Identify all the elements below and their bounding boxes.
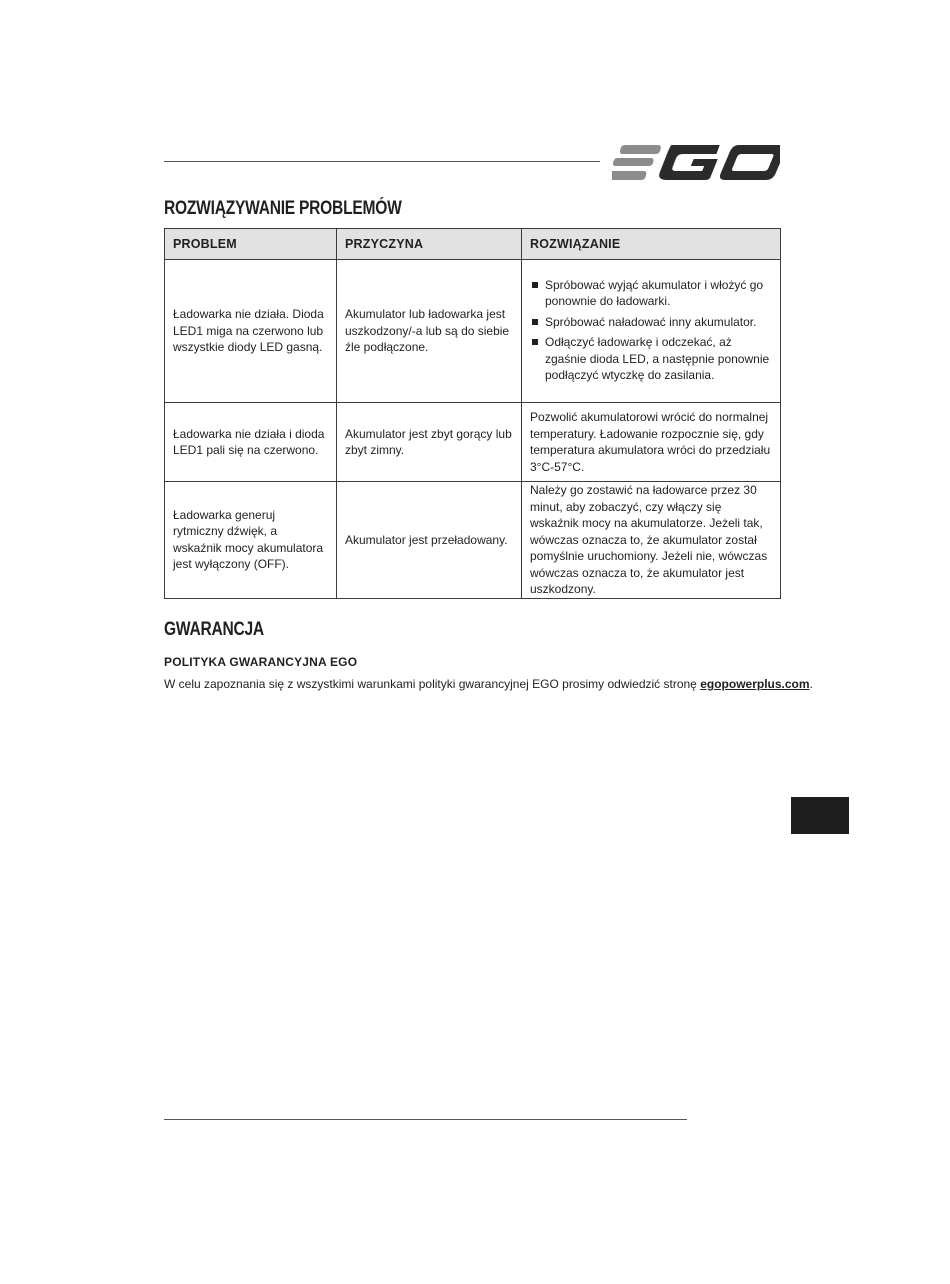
website-link[interactable]: egopowerplus.com [700,677,810,691]
bullet-square-icon [532,282,538,288]
footer-rule [164,1119,687,1120]
problem-cell: Ładowarka nie działa. Dioda LED1 miga na czerwono lub wszystkie diody LED gasną. [165,260,337,403]
table-row [165,403,781,482]
list-item [530,334,772,384]
bullet-square-icon [532,319,538,325]
ego-logo [612,143,780,181]
cause-cell: Akumulator jest zbyt gorący lub zbyt zimny. [337,403,522,482]
solution-text: Odłączyć ładowarkę i odczekać, aż zgaśnie dioda LED, a następnie ponownie podłączyć wtyczkę do zasilania. [545,335,770,382]
table-header-row [165,229,781,260]
solution-list [530,277,772,384]
problem-cell: Ładowarka generuj rytmiczny dźwięk, a wskaźnik mocy akumulatora jest wyłączony (OFF). [165,482,337,599]
warranty-text: W celu zapoznania się z wszystkimi warunkami polityki gwarancyjnej EGO prosimy odwiedzić stronę [164,677,701,691]
solution-text: Spróbować wyjąć akumulator i włożyć go ponownie do ładowarki. [545,277,764,308]
warranty-paragraph [164,677,813,691]
column-header-problem: PROBLEM [165,229,337,260]
solution-cell: Pozwolić akumulatorowi wrócić do normalnej temperatury. Ładowanie rozpocznie się, gdy temperatura akumulatora wróci do przedziału 3°C-57°C. [522,403,781,482]
list-item [530,314,772,331]
table-row [165,260,781,403]
troubleshooting-title: ROZWIĄZYWANIE PROBLEMÓW [164,198,402,219]
header-rule [164,161,600,162]
problem-cell: Ładowarka nie działa i dioda LED1 pali się na czerwono. [165,403,337,482]
language-side-tab [791,797,849,834]
solution-cell [522,260,781,403]
cause-cell: Akumulator jest przeładowany. [337,482,522,599]
table-row [165,482,781,599]
solution-cell: Należy go zostawić na ładowarce przez 30 minut, aby zobaczyć, czy włączy się wskaźnik mocy na akumulatorze. Jeżeli tak, wówczas oznacza to, że akumulator został pomyślnie uruchomiony. Jeżeli nie, wówczas wówczas oznacza to, że akumulator jest uszkodzony. [522,482,781,599]
list-item [530,277,772,310]
bullet-square-icon [532,339,538,345]
warranty-title: GWARANCJA [164,619,264,640]
column-header-solution: ROZWIĄZANIE [522,229,781,260]
warranty-subtitle: POLITYKA GWARANCYJNA EGO [164,655,358,669]
cause-cell: Akumulator lub ładowarka jest uszkodzony/-a lub są do siebie źle podłączone. [337,260,522,403]
warranty-period: . [809,677,813,691]
column-header-cause: PRZYCZYNA [337,229,522,260]
solution-text: Spróbować naładować inny akumulator. [545,314,757,329]
troubleshooting-table [164,228,781,599]
